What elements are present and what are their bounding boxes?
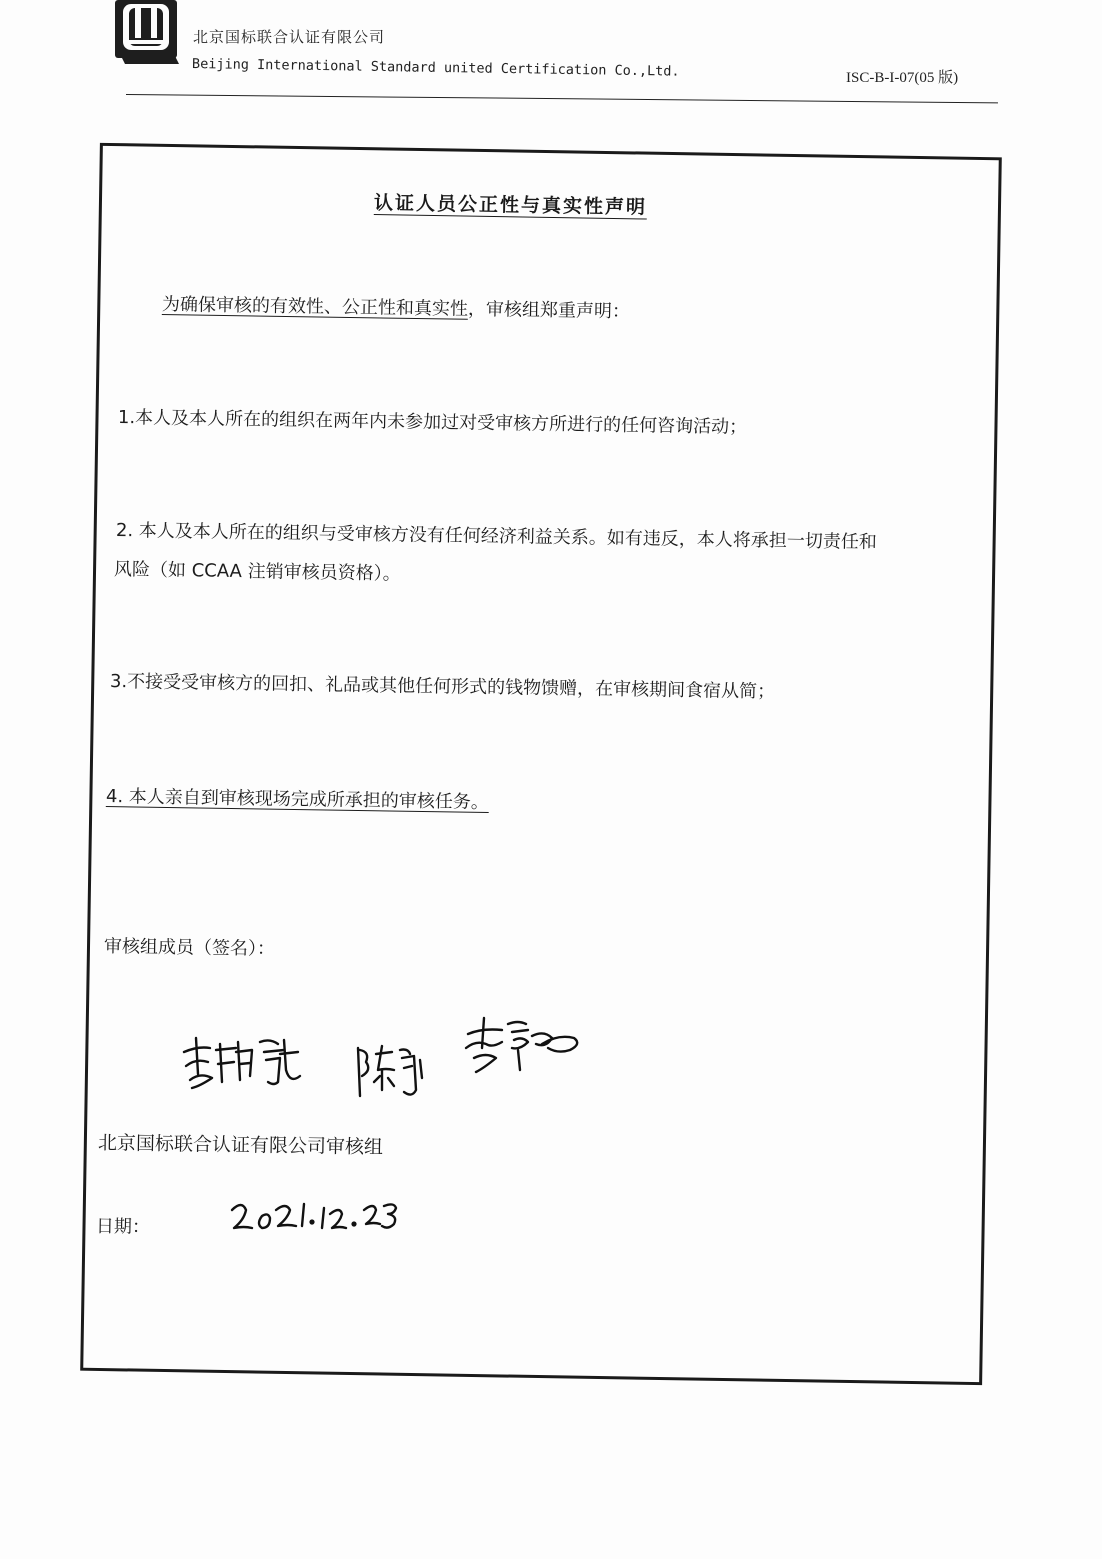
intro-paragraph <box>162 290 630 323</box>
company-name-english: Beijing International Standard united Certification Co.,Ltd. <box>191 56 680 80</box>
company-name-chinese: 北京国标联合认证有限公司 <box>193 28 386 46</box>
statement-item-3: 3.不接受受审核方的回扣、礼品或其他任何形式的钱物馈赠，在审核期间食宿从简； <box>109 671 776 703</box>
audit-group-name: 北京国标联合认证有限公司审核组 <box>97 1132 384 1159</box>
members-signature-label: 审核组成员（签名）： <box>103 936 276 960</box>
intro-text: ，审核组郑重声明： <box>467 298 631 323</box>
signature-3 <box>462 1014 587 1076</box>
date-label: 日期： <box>95 1216 151 1238</box>
statement-item-2: 2. 本人及本人所在的组织与受审核方没有任何经济利益关系。如有违反，本人将承担一切责任和 <box>115 520 877 553</box>
document-code: ISC-B-I-07(05 版) <box>846 70 959 86</box>
statement-item-4: 4. 本人亲自到审核现场完成所承担的审核任务。 <box>105 786 490 814</box>
signature-2 <box>352 1040 432 1100</box>
handwritten-date <box>228 1196 404 1236</box>
statement-title: 认证人员公正性与真实性声明 <box>373 192 648 219</box>
statement-item-1: 1.本人及本人所在的组织在两年内未参加过对受审核方所进行的任何咨询活动； <box>117 407 748 438</box>
signature-1 <box>180 1030 305 1092</box>
intro-underlined-text: 为确保审核的有效性、公正性和真实性 <box>161 294 469 320</box>
statement-item-2-continued: 风险（如 CCAA 注销审核员资格）。 <box>113 559 401 585</box>
